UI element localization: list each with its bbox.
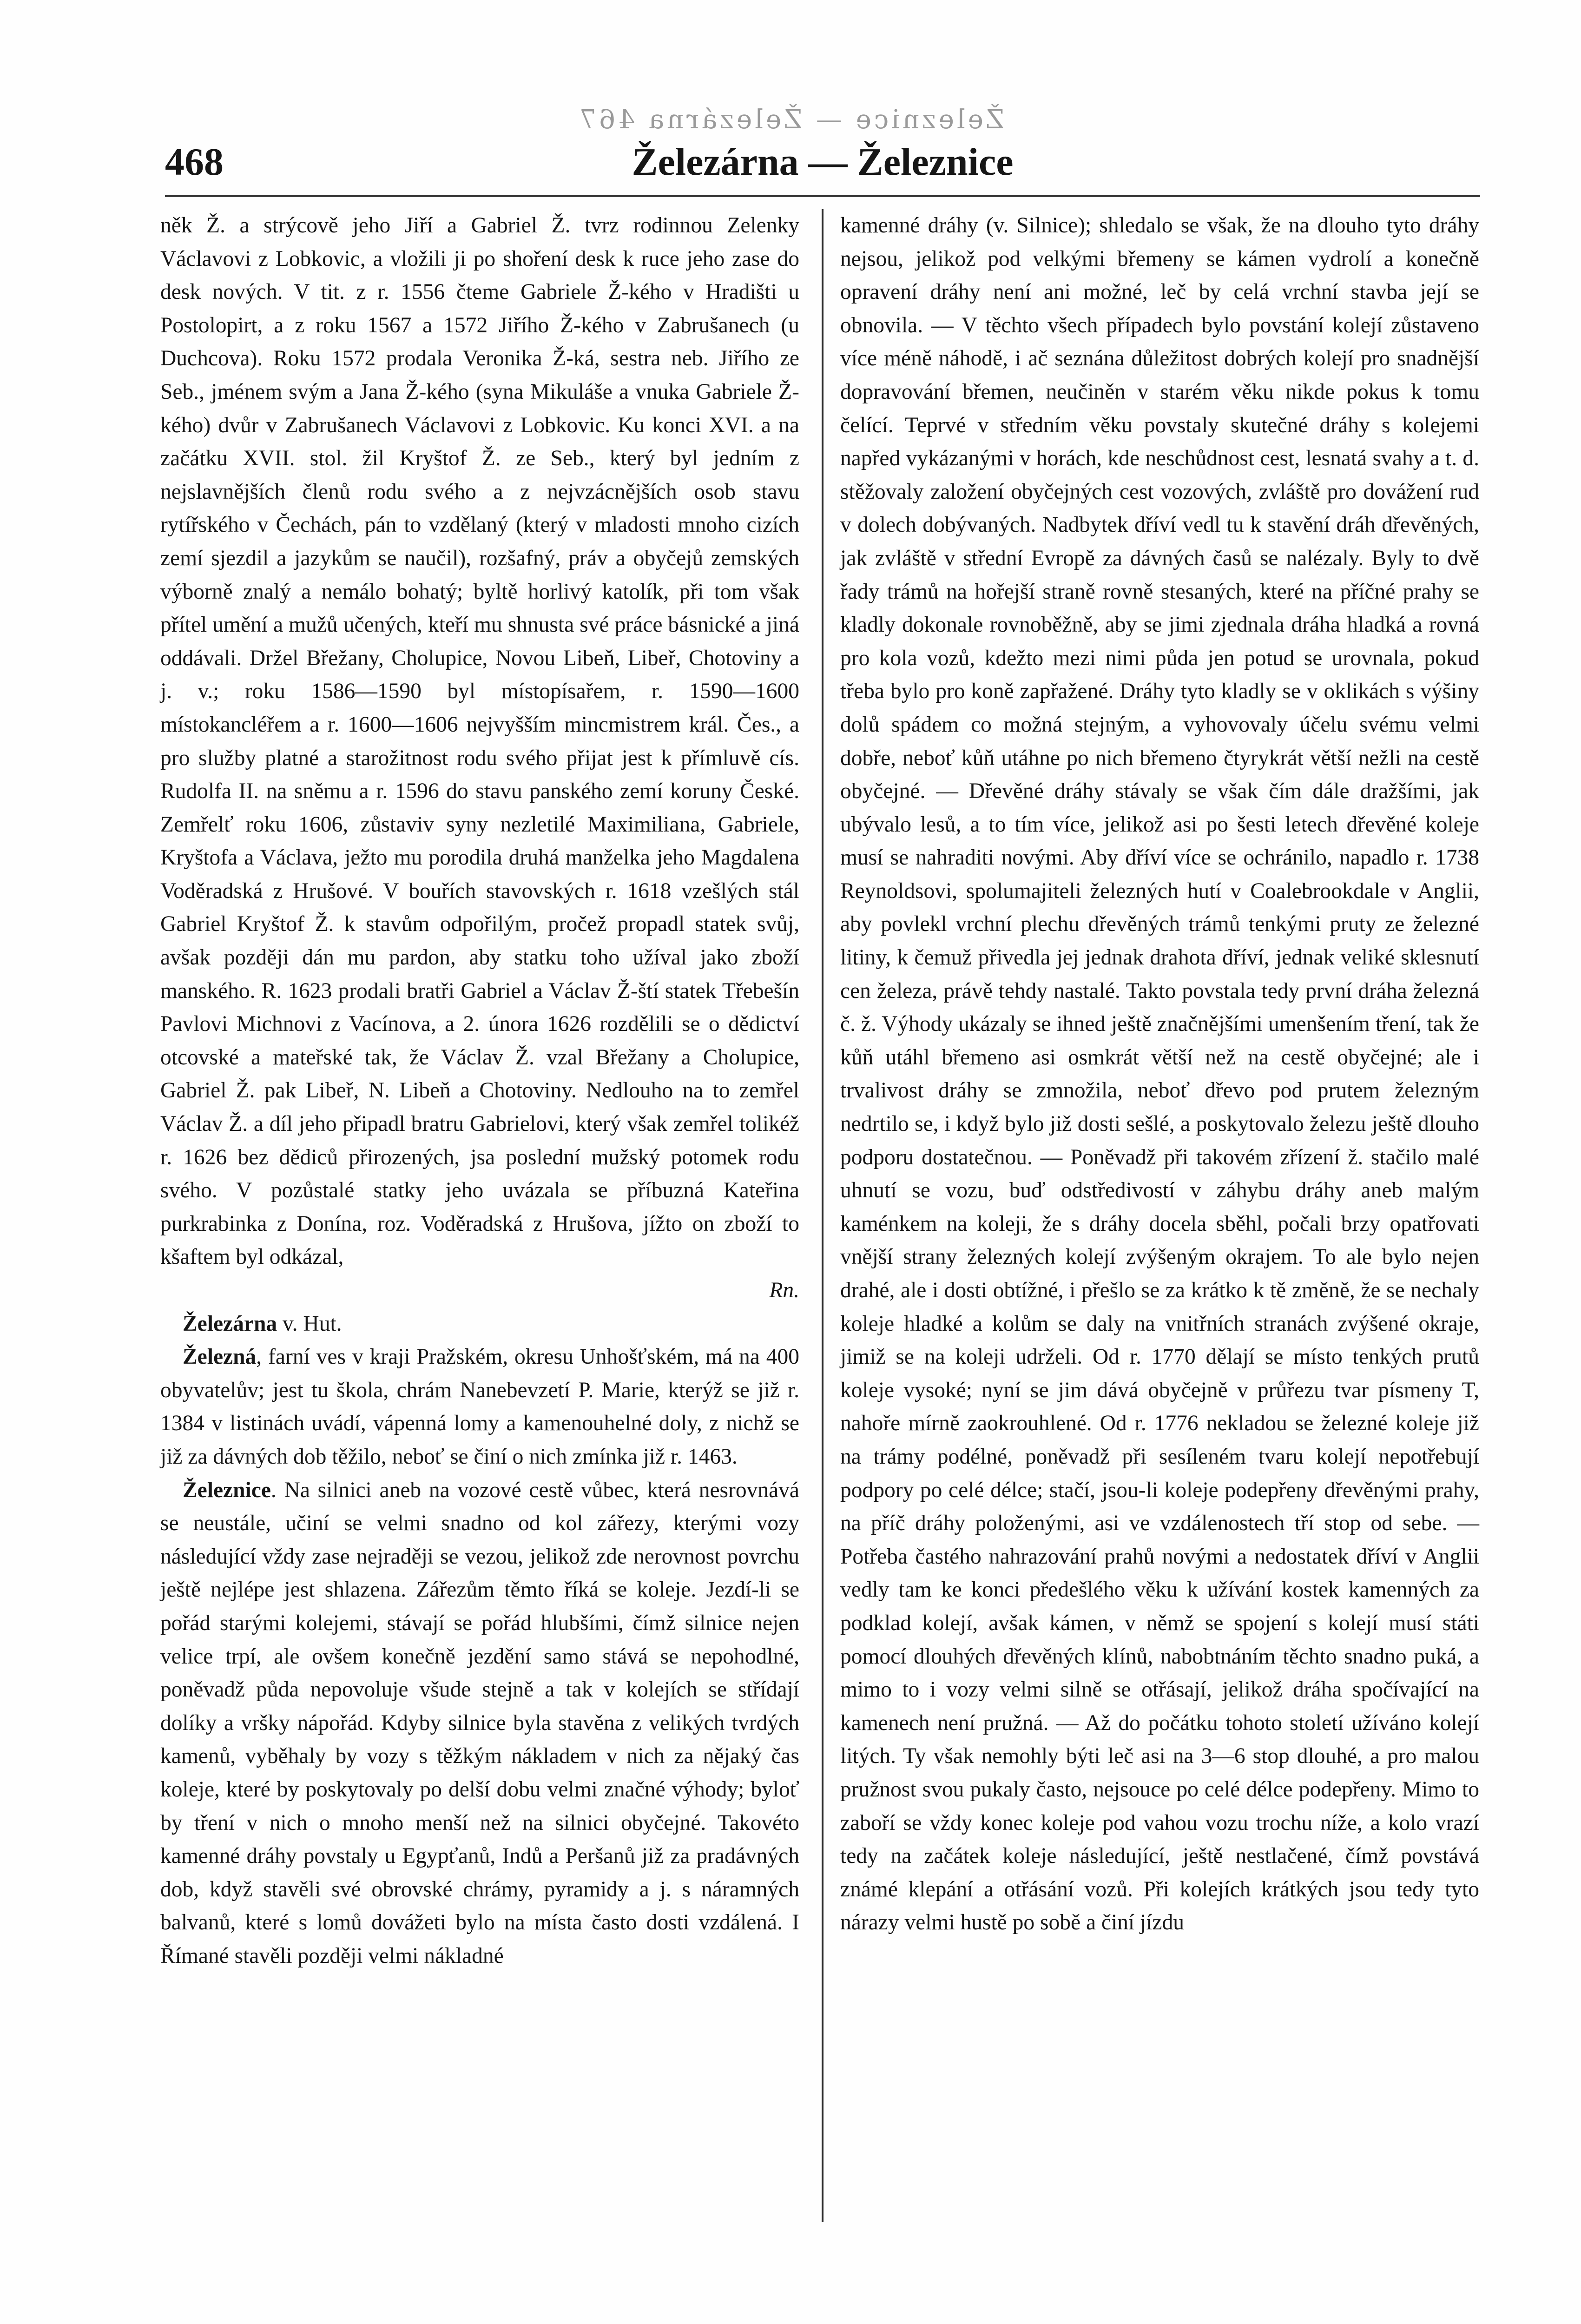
entry-text: , farní ves v kraji Pražském, okresu Unhošťském, má na 400 obyvatelův; jest tu škola, chrám Nanebevzetí P. Marie, kterýž se již r. 1384 v listinách uvádí, vápenná lomy a kamenouhelné doly, z nichž se již za dávných dob těžilo, neboť se činí o nich zmínka již r. 1463. <box>160 1345 799 1469</box>
entry-zelezna <box>160 1340 799 1473</box>
entry-headword: Železárna <box>183 1311 277 1336</box>
entry-continuation-paragraph: něk Ž. a strýcově jeho Jiří a Gabriel Ž. tvrz rodinnou Zelenky Václavovi z Lobkovic, a vložili ji po shoření desk k ruce jeho zase do desk nových. V tit. z r. 1556 čteme Gabriele Ž-kého v Hradišti u Postolopirt, a z roku 1567 a 1572 Jiřího Ž-kého v Zabrušanech (u Duchcova). Roku 1572 prodala Veronika Ž-ká, sestra neb. Jiřího ze Seb., jménem svým a Jana Ž-kého (syna Mikuláše a vnuka Gabriele Ž-kého) dvůr v Zabrušanech Václavovi z Lobkovic. Ku konci XVI. a na začátku XVII. stol. žil Kryštof Ž. ze Seb., který byl jedním z nejslavnějších členů rodu svého a z nejvzácnějších osob stavu rytířského v Čechách, pán to vzdělaný (který v mladosti mnoho cizích zemí sjezdil a jazykům se naučil), rozšafný, práv a obyčejů zemských výborně znalý a nemálo bohatý; byltě horlivý katolík, při tom však přítel umění a mužů učených, kteří mu shnusta své práce básnické a jiná oddávali. Držel Břežany, Cholupice, Novou Libeň, Libeř, Chotoviny a j. v.; roku 1586—1590 byl místopísařem, r. 1590—1600 místokancléřem a r. 1600—1606 nejvyšším mincmistrem král. Čes., a pro služby platné a starožitnost rodu svého přijat jest k přímluvě cís. Rudolfa II. na sněmu a r. 1596 do stavu panského zemí koruny České. Zemřelť roku 1606, zůstaviv syny nezletilé Maximiliana, Gabriele, Kryštofa a Václava, ježto mu porodila druhá manželka jeho Magdalena Voděradská z Hrušové. V bouřích stavovských r. 1618 vzešlých stál Gabriel Kryštof Ž. k stavům odpořilým, pročež propadl statek svůj, avšak později dán mu pardon, aby statku toho užíval jako zboží manského. R. 1623 prodali bratři Gabriel a Václav Ž-ští statek Třebešín Pavlovi Michnovi z Vacínova, a 2. února 1626 rozdělili se o dědictví otcovské a mateřské tak, že Václav Ž. vzal Břežany a Cholupice, Gabriel Ž. pak Libeř, N. Libeň a Chotoviny. Nedlouho na to zemřel Václav Ž. a díl jeho připadl bratru Gabrielovi, který však zemřel tolikéž r. 1626 bez dědiců přirozených, jsa poslední mužský potomek rodu svého. V pozůstalé statky jeho uvázala se příbuzná Kateřina purkrabinka z Donína, roz. Voděradská z Hrušova, jížto on zboží to kšaftem byl odkázal, <box>160 213 799 1269</box>
right-column <box>840 209 1479 1940</box>
page-number: 468 <box>165 140 224 184</box>
header-rule <box>165 195 1480 197</box>
left-column <box>160 209 799 1973</box>
author-signature: Rn. <box>769 1278 799 1302</box>
page-header <box>165 139 1480 191</box>
entry-text: . Na silnici aneb na vozové cestě vůbec, která nesrovnává se neustále, učiní se velmi snadno od kol zářezy, kterými vozy následující vždy zase nejraději se vezou, jelikož zde nerovnost povrchu ještě nejlépe jest shlazena. Zářezům těmto říká se koleje. Jezdí-li se pořád starými kolejemi, stávají se pořád hlubšími, čímž silnice nejen velice trpí, ale ovšem konečně jezdění samo stává se nepohodlné, poněvadž půda nepovoluje všude stejně a tak v kolejích se střídají dolíky a vršky nápořád. Kdyby silnice byla stavěna z velikých tvrdých kamenů, vyběhaly by vozy s těžkým nákladem v nich za nějaký čas koleje, které by poskytovaly po delší dobu velmi značné výhody; byloť by tření v nich o mnoho menší než na silnici obyčejné. Takovéto kamenné dráhy povstaly u Egypťanů, Indů a Peršanů již za pradávných dob, když stavěli své obrovské chrámy, pyramidy a j. s náramných balvanů, které s lomů dovážeti bylo na místa často dosti vzdálená. I Římané stavěli později velmi nákladné <box>160 1478 799 1968</box>
bleed-through-text: Železnice — Železárna 467 <box>577 105 1004 135</box>
entry-headword: Železnice <box>183 1478 271 1502</box>
entry-zeleznice <box>160 1474 799 1973</box>
entry-text: v. Hut. <box>277 1311 342 1336</box>
running-title: Železárna — Železnice <box>632 140 1014 184</box>
entry-zeleznice-continued: kamenné dráhy (v. Silnice); shledalo se však, že na dlouho tyto dráhy nejsou, jelikož pod velkými břemeny se kámen vydrolí a konečně opravení dráhy není ani možné, leč by celá vrchní stavba její se obnovila. — V těchto všech případech bylo povstání kolejí zůstaveno více méně náhodě, i ač seznána důležitost dobrých kolejí pro snadnější dopravování břemen, neučiněn v starém věku nikde pokus k tomu čelící. Teprvé v středním věku povstaly skutečné dráhy s kolejemi napřed vykázanými v horách, kde neschůdnost cest, lesnatá svahy a t. d. stěžovaly založení obyčejných cest vozových, zvláště pro dovážení rud v dolech dobývaných. Nadbytek dříví vedl tu k stavění dráh dřevěných, jak zvláště v střední Evropě za dávných časů se nalézaly. Byly to dvě řady trámů na hořejší straně rovně stesaných, které na příčné prahy se kladly dokonale rovnoběžně, aby se jimi zjednala dráha hladká a rovná pro kola vozů, kdežto mezi nimi půda jen potud se urovnala, pokud třeba bylo pro koně zapřažené. Dráhy tyto kladly se v oklikách s výšiny dolů spádem co možná stejným, a vyhovovaly účelu svému velmi dobře, neboť kůň utáhne po nich břemeno čtyrykrát větší nežli na cestě obyčejné. — Dřevěné dráhy stávaly se však čím dále dražšími, jak ubývalo lesů, a to tím více, jelikož asi po šesti letech dřevěné koleje musí se nahraditi novými. Aby dříví více se ochránilo, napadlo r. 1738 Reynoldsovi, spolumajiteli železných hutí v Coalebrookdale v Anglii, aby povlekl vrchní plechu dřevěných trámů tenkými pruty ze železné litiny, k čemuž přivedla jej jednak drahota dříví, jednak veliké sklesnutí cen železa, právě tehdy nastalé. Takto povstala tedy první dráha železná č. ž. Výhody ukázaly se ihned ještě značnějšími umenšením tření, tak že kůň utáhl břemeno asi osmkrát větší než na cestě obyčejné; ale i trvalivost dráhy se zmnožila, neboť dřevo pod prutem železným nedrtilo se, i když bylo již dosti sešlé, a poskytovalo železu ještě dlouho podporu dostatečnou. — Poněvadž při takovém zřízení ž. stačilo malé uhnutí se vozu, buď odstředivostí v záhybu dráhy aneb malým kaménkem na koleji, že s dráhy docela sběhl, počali brzy opatřovati vnější strany železných kolejí zvýšeným okrajem. To ale bylo nejen drahé, ale i dosti obtížné, i přešlo se za krátko k tě změně, že se nechaly koleje hladké a kolům se daly na vnitřních stranách zvýšené okraje, jimiž se na koleji udrželi. Od r. 1770 dělají se místo tenkých prutů koleje vysoké; nyní se jim dává obyčejně v průřezu tvar písmeny T, nahoře mírně zaokrouhlené. Od r. 1776 nekladou se železné koleje již na trámy podélné, poněvadž při sesíleném tvaru kolejí nepotřebují podpory po celé délce; stačí, jsou-li koleje podepřeny dřevěnými prahy, na příč dráhy položenými, asi ve vzdálenostech tří stop od sebe. — Potřeba častého nahrazování prahů novými a nedostatek dříví v Anglii vedly tam ke konci předešlého věku k užívání kostek kamenných za podklad kolejí, avšak kámen, v němž se spojení s kolejí musí státi pomocí dlouhých dřevěných klínů, nabobtnáním těchto snadno puká, a mimo to i vozy velmi silně se otřásají, jelikož dráha spočívající na kamenech není pružná. — Až do počátku tohoto století užíváno kolejí litých. Ty však nemohly býti leč asi na 3—6 stop dlouhé, a pro malou pružnost svou pukaly často, nejsouce po celé délce podepřeny. Mimo to zaboří se vždy konec koleje pod vahou vozu trochu níže, a kolo vrazí tedy na začátek koleje následující, ještě nestlačené, čímž povstává známé klepání a otřásání vozů. Při kolejích krátkých jsou tedy tyto nárazy velmi hustě po sobě a činí jízdu <box>840 213 1479 1935</box>
entry-headword: Železná <box>183 1345 257 1369</box>
entry-zelezarna <box>160 1307 799 1341</box>
column-divider <box>822 209 823 2222</box>
